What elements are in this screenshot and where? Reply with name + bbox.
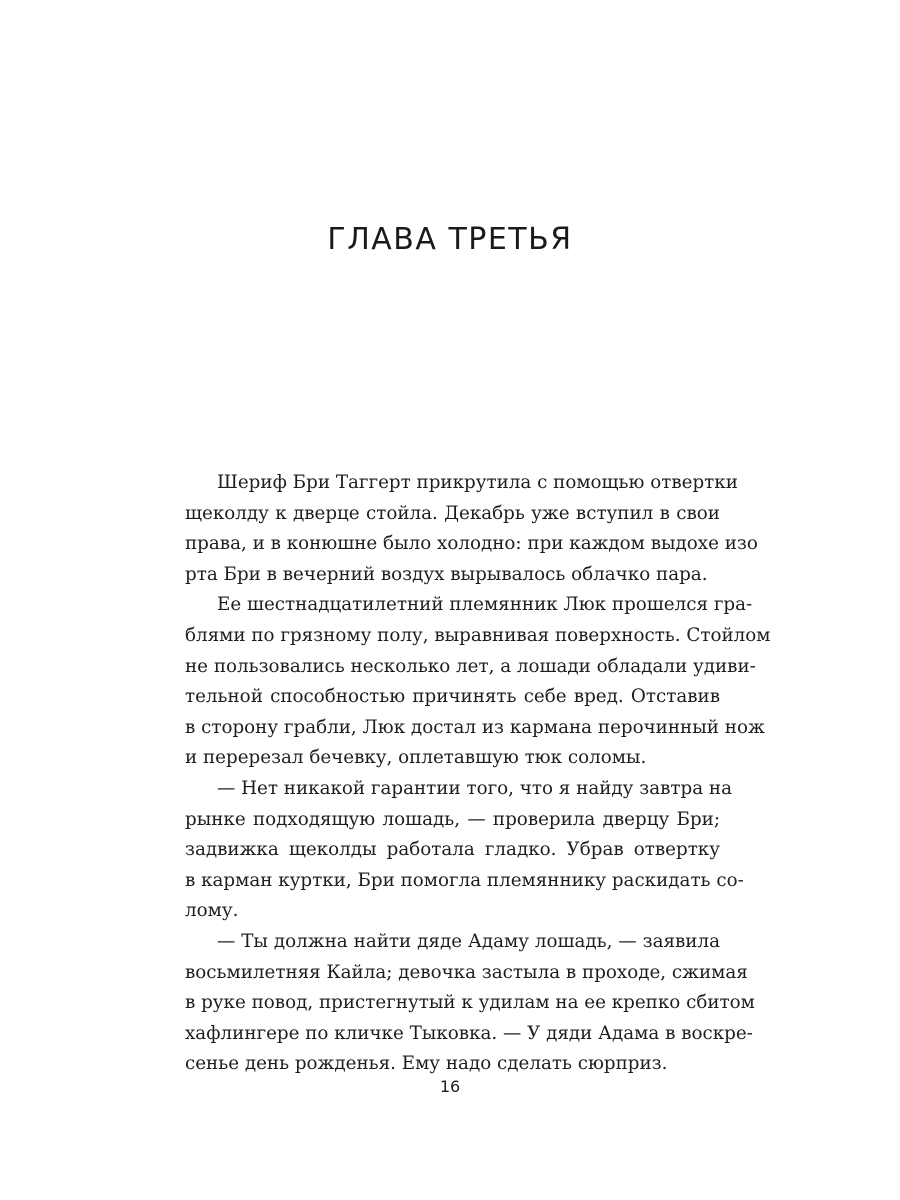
paragraph-4-line-3: в руке повод, пристегнутый к удилам на ее крепко сбитом xyxy=(185,992,755,1014)
paragraph-1-line-4: рта Бри в вечерний воздух вырывалось облачко пара. xyxy=(185,563,708,585)
paragraph-3-line-1: — Нет никакой гарантии того, что я найду завтра на xyxy=(217,777,733,799)
paragraph-2-line-2: блями по грязному полу, выравнивая поверхность. Стойлом xyxy=(185,624,771,646)
paragraph-2-line-4: тельной способностью причинять себе вред. Отставив xyxy=(185,686,720,708)
paragraph-4-line-5: сенье день рожденья. Ему надо сделать сюрприз. xyxy=(185,1053,668,1075)
paragraph-4-line-4: хафлингере по кличке Тыковка. — У дяди Адама в воскре- xyxy=(185,1022,753,1044)
chapter-title: ГЛАВА ТРЕТЬЯ xyxy=(327,222,573,257)
paragraph-4-line-1: — Ты должна найти дяде Адаму лошадь, — заявила xyxy=(217,930,720,952)
paragraph-3-line-5: лому. xyxy=(185,900,239,922)
chapter-body xyxy=(185,468,771,1080)
paragraph-2-line-1: Ее шестнадцатилетний племянник Люк прошелся гра- xyxy=(217,594,753,616)
paragraph-2-line-6: и перерезал бечевку, оплетавшую тюк соломы. xyxy=(185,747,647,769)
paragraph-3-line-3: задвижка щеколды работала гладко. Убрав отвертку xyxy=(185,839,720,861)
paragraph-1-line-3: права, и в конюшне было холодно: при каждом выдохе изо xyxy=(185,533,758,555)
paragraph-1-line-1: Шериф Бри Таггерт прикрутила с помощью отвертки xyxy=(217,472,738,493)
page-number: 16 xyxy=(439,1077,461,1096)
paragraph-3-line-2: рынке подходящую лошадь, — проверила дверцу Бри; xyxy=(185,808,720,830)
paragraph-1-line-2: щеколду к дверце стойла. Декабрь уже вступил в свои xyxy=(185,502,720,524)
paragraph-4-line-2: восьмилетняя Кайла; девочка застыла в проходе, сжимая xyxy=(185,961,748,983)
paragraph-3-line-4: в карман куртки, Бри помогла племяннику раскидать со- xyxy=(185,869,744,891)
paragraph-2-line-3: не пользовались несколько лет, а лошади обладали удиви- xyxy=(185,655,756,677)
paragraph-2-line-5: в сторону грабли, Люк достал из кармана перочинный нож xyxy=(185,716,765,738)
